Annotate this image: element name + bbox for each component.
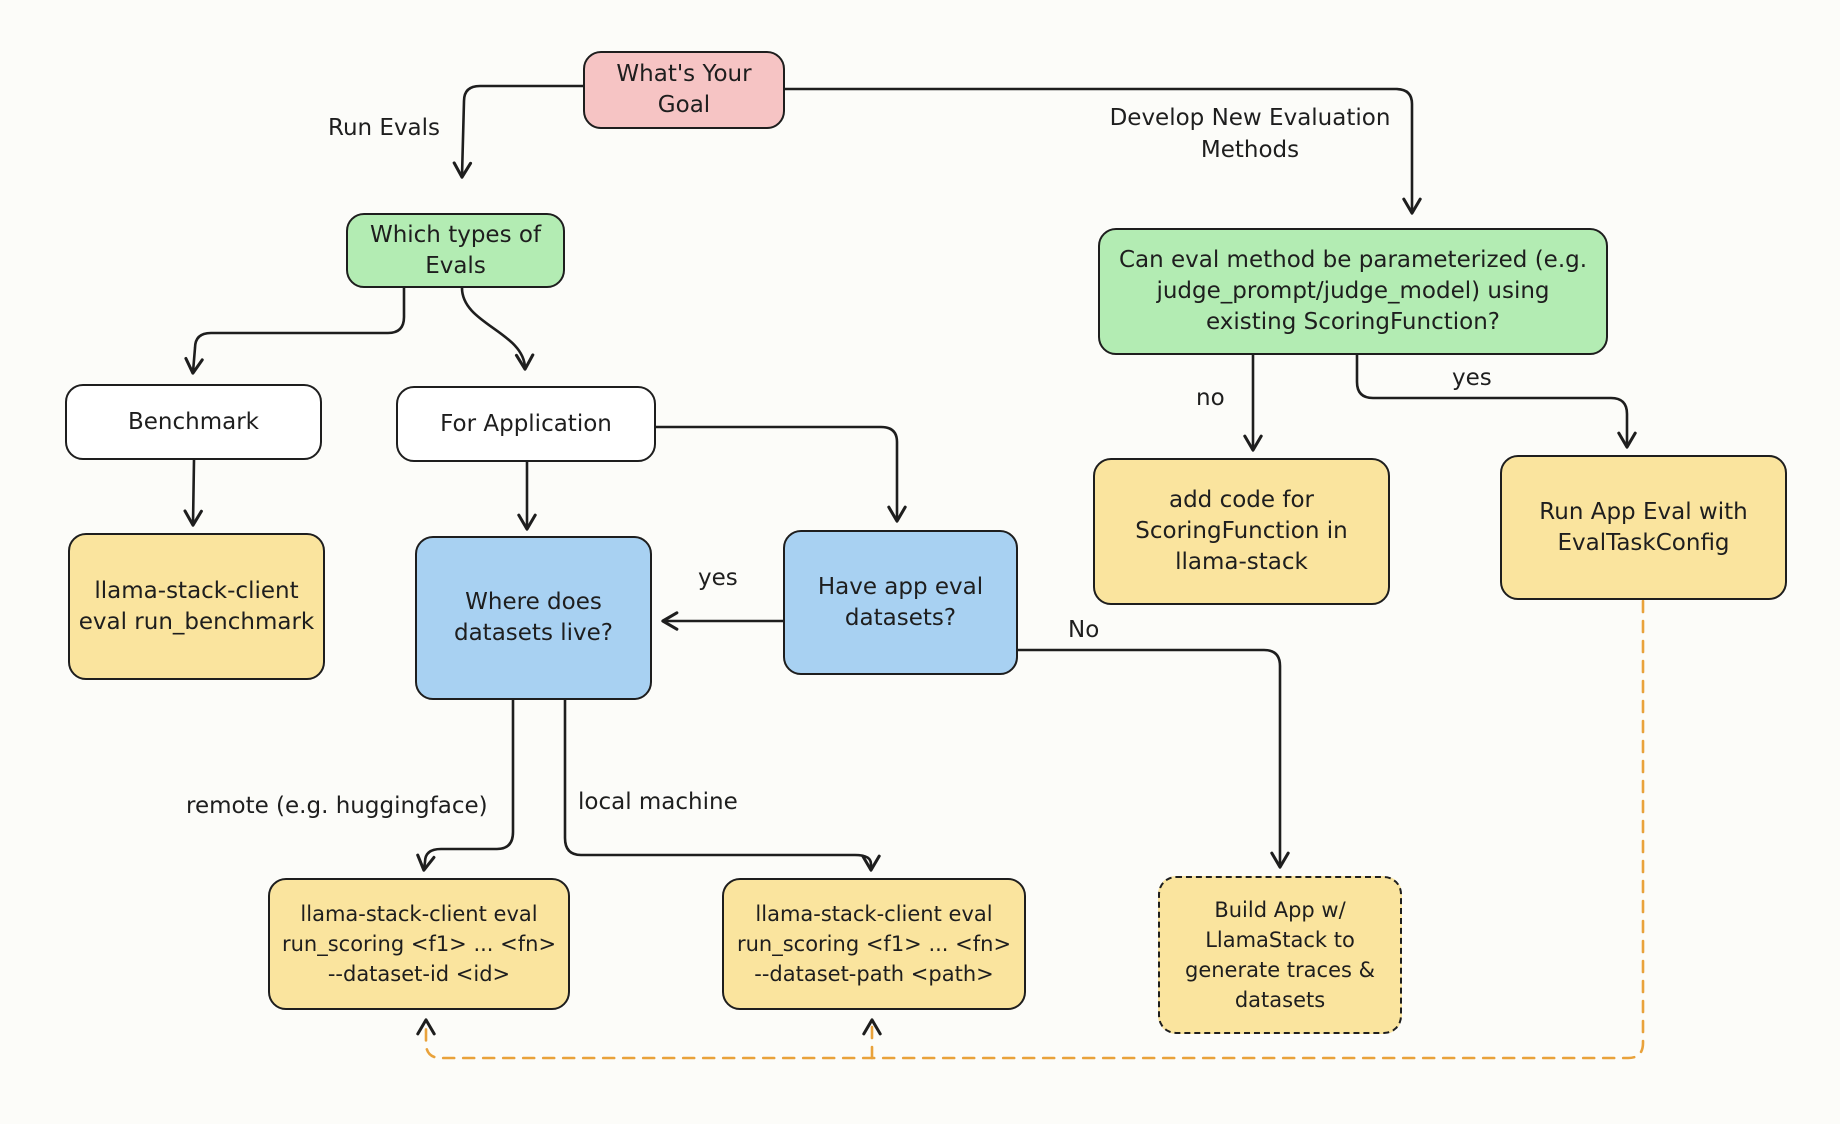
node-line: Can eval method be parameterized (e.g. bbox=[1118, 247, 1588, 273]
node-line: --dataset-path <path> bbox=[754, 962, 994, 986]
node-where-does-datasets-live bbox=[415, 536, 652, 700]
node-line: generate traces & bbox=[1184, 958, 1375, 982]
node-line: llama-stack-client eval bbox=[755, 902, 993, 926]
edge-wheredata-local-to-scoringpath bbox=[565, 700, 871, 869]
node-line: What's Your bbox=[616, 61, 752, 87]
edge-benchmark-to-runbench bbox=[193, 460, 194, 524]
node-run-app-eval-with-evaltaskconfig bbox=[1500, 455, 1787, 600]
node-line: Which types of bbox=[369, 221, 542, 248]
node-run-scoring-dataset-id-command bbox=[268, 878, 570, 1010]
node-add-code-for-scoringfunction bbox=[1093, 458, 1390, 605]
node-line: datasets? bbox=[844, 604, 957, 631]
node-run-scoring-dataset-path-command bbox=[722, 878, 1026, 1010]
node-for-application bbox=[396, 386, 656, 462]
edge-label-local-machine: local machine bbox=[578, 789, 738, 815]
edge-label-yes-mid: yes bbox=[698, 565, 738, 591]
edge-wheredata-remote-to-scoringid bbox=[424, 700, 513, 869]
edge-types-to-forapp bbox=[462, 288, 525, 368]
node-run-benchmark-command bbox=[68, 533, 325, 680]
edge-label-run-evals: Run Evals bbox=[328, 115, 441, 141]
edge-label-no-mid: No bbox=[1068, 617, 1100, 643]
node-line: run_scoring <f1> ... <fn> bbox=[281, 932, 557, 956]
node-line: datasets bbox=[1234, 988, 1326, 1012]
node-can-eval-method-be-parameterized bbox=[1098, 228, 1608, 355]
edge-forapp-to-havedata bbox=[656, 427, 897, 520]
node-build-app-with-llamastack bbox=[1158, 876, 1402, 1034]
node-line: run_scoring <f1> ... <fn> bbox=[736, 932, 1012, 956]
node-line: --dataset-id <id> bbox=[327, 962, 511, 986]
node-line: add code for bbox=[1168, 487, 1314, 513]
edge-goal-to-types bbox=[462, 86, 583, 176]
node-line: Run App Eval with bbox=[1539, 498, 1748, 525]
node-line: Benchmark bbox=[127, 408, 259, 435]
node-line: llama-stack-client eval bbox=[300, 902, 538, 926]
node-which-types-of-evals bbox=[346, 213, 565, 288]
node-line: llama-stack bbox=[1175, 549, 1308, 575]
node-line: Goal bbox=[657, 92, 711, 118]
edge-label-yes-right: yes bbox=[1452, 365, 1492, 391]
node-line: Evals bbox=[425, 252, 486, 279]
node-line: Have app eval bbox=[817, 573, 984, 600]
node-line: datasets live? bbox=[453, 620, 613, 646]
node-line: existing ScoringFunction? bbox=[1205, 309, 1500, 335]
node-line: Build App w/ bbox=[1214, 898, 1346, 922]
node-line: EvalTaskConfig bbox=[1557, 529, 1730, 556]
node-line: For Application bbox=[440, 410, 612, 437]
node-line: eval run_benchmark bbox=[78, 608, 315, 635]
edge-types-to-benchmark bbox=[193, 288, 404, 372]
node-benchmark bbox=[65, 384, 322, 460]
node-line: llama-stack-client bbox=[94, 577, 299, 604]
node-whats-your-goal bbox=[583, 51, 785, 129]
node-line: LlamaStack to bbox=[1205, 928, 1355, 952]
edge-label-develop-new-evaluation-methods: Develop New Evaluation Methods bbox=[1109, 105, 1391, 163]
node-have-app-eval-datasets bbox=[783, 530, 1018, 675]
edge-havedata-no-to-buildapp bbox=[1018, 650, 1280, 866]
edge-label-remote: remote (e.g. huggingface) bbox=[186, 793, 488, 819]
node-line: ScoringFunction in bbox=[1135, 518, 1348, 544]
node-line: Where does bbox=[465, 589, 602, 615]
edge-label-no: no bbox=[1196, 385, 1225, 411]
edge-param-yes-to-runappeval bbox=[1357, 355, 1627, 446]
node-line: judge_prompt/judge_model) using bbox=[1156, 278, 1550, 304]
